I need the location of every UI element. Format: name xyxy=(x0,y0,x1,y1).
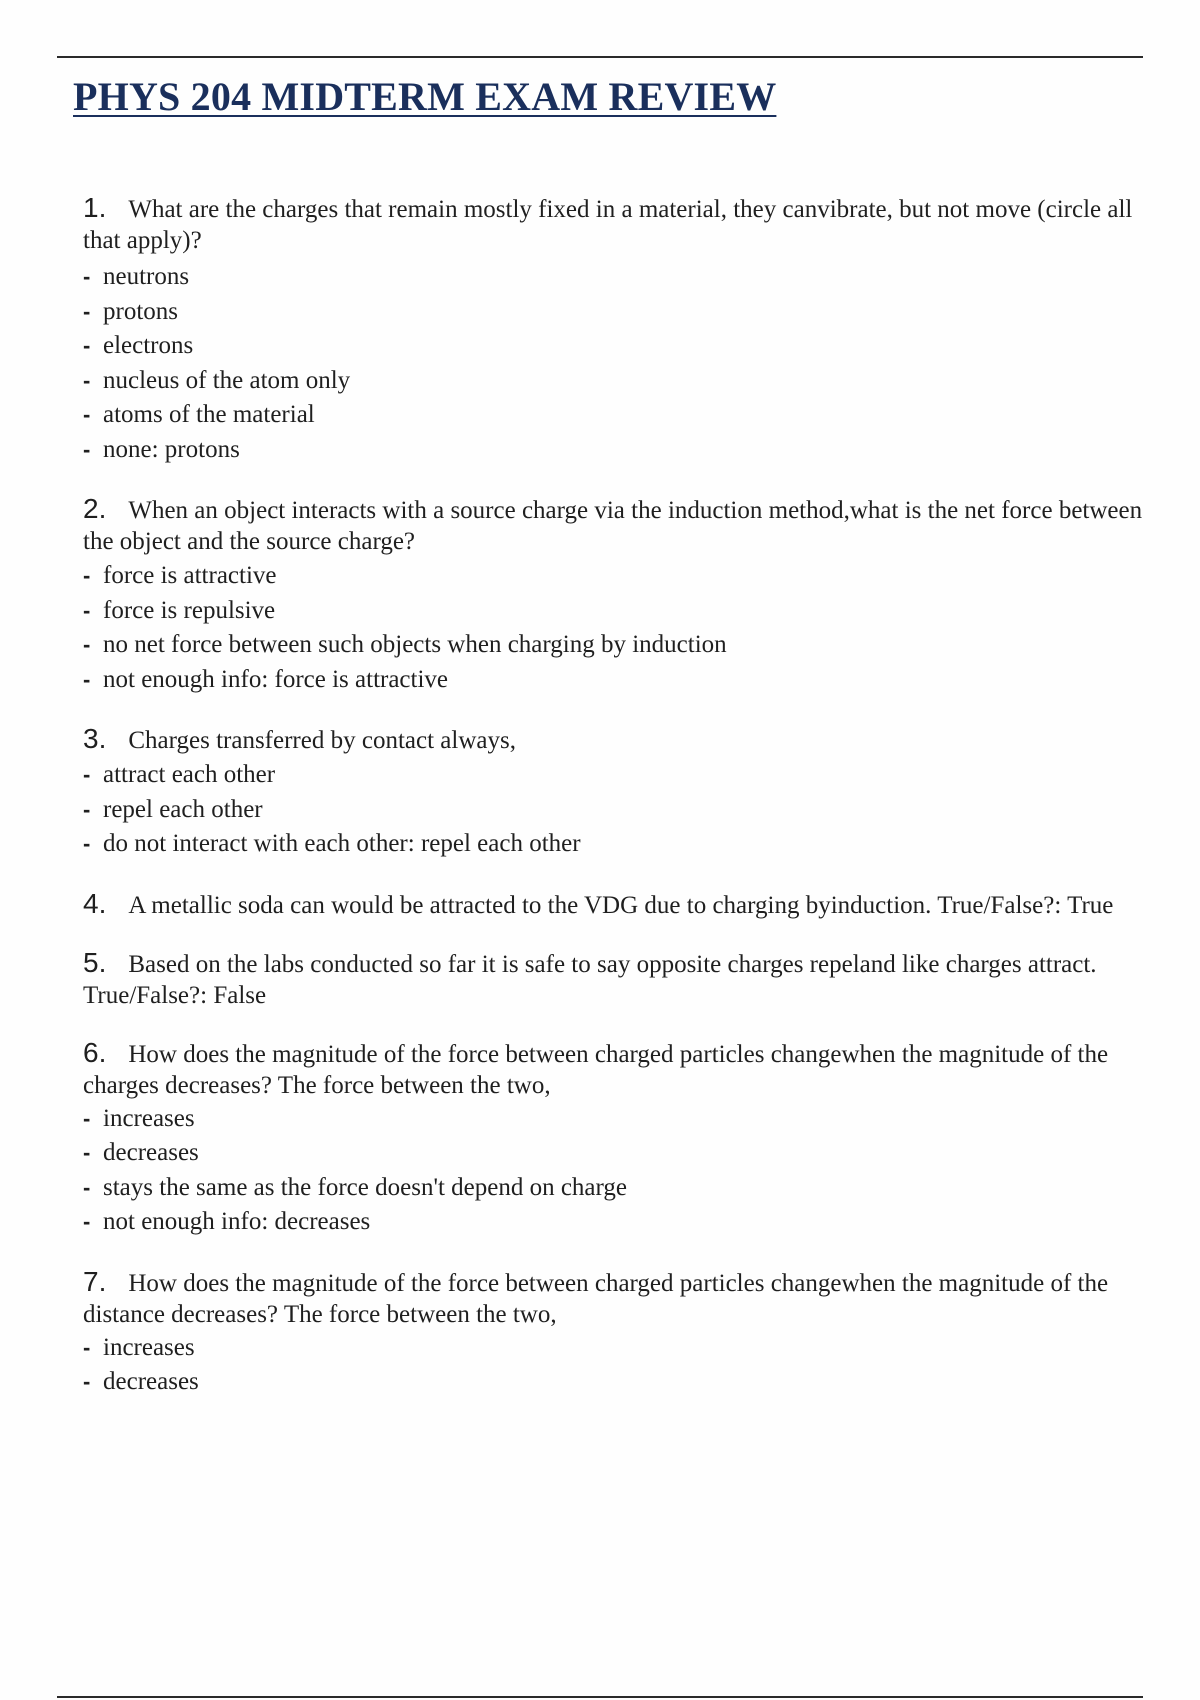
option-text: not enough info: decreases xyxy=(103,1208,371,1235)
option-item xyxy=(83,827,1163,862)
option-text: decreases xyxy=(103,1139,199,1166)
option-text: atoms of the material xyxy=(103,401,315,428)
option-text: attract each other xyxy=(103,761,276,788)
option-item xyxy=(83,1171,1163,1206)
option-item xyxy=(83,663,1163,698)
option-list xyxy=(83,1102,1163,1240)
dash-bullet-icon: - xyxy=(83,666,91,692)
question-number: 5. xyxy=(83,946,107,978)
option-text: electrons xyxy=(103,332,194,359)
question-number: 1. xyxy=(83,192,107,223)
option-text: no net force between such objects when charging by induction xyxy=(103,631,727,658)
question-3 xyxy=(83,723,1163,862)
dash-bullet-icon: - xyxy=(83,762,91,787)
option-text: not enough info: force is attractive xyxy=(103,665,449,693)
question-text: How does the magnitude of the force between charged particles changewhen the magnitude of the charges decreases? The force between the two, xyxy=(83,1040,1109,1099)
option-item xyxy=(83,433,1163,468)
question-1 xyxy=(83,192,1163,467)
question-stem xyxy=(83,493,1163,557)
question-text: Based on the labs conducted so far it is safe to say opposite charges repeland like charges attract. True/False?: False xyxy=(83,950,1097,1009)
question-list xyxy=(83,192,1163,1400)
question-2 xyxy=(83,493,1163,697)
dash-bullet-icon: - xyxy=(83,1105,91,1131)
option-text: do not interact with each other: repel each other xyxy=(103,830,581,857)
dash-bullet-icon: - xyxy=(83,1174,91,1200)
page-title: PHYS 204 MIDTERM EXAM REVIEW xyxy=(73,74,777,119)
dash-bullet-icon: - xyxy=(83,1209,91,1234)
dash-bullet-icon: - xyxy=(83,796,91,822)
question-4 xyxy=(83,888,1163,921)
option-item xyxy=(83,793,1163,828)
option-item xyxy=(83,295,1163,330)
option-item xyxy=(83,559,1163,594)
question-stem xyxy=(83,1266,1163,1330)
question-stem xyxy=(83,723,1163,756)
question-text: A metallic soda can would be attracted to the VDG due to charging byinduction. True/False?: True xyxy=(128,891,1114,919)
option-item xyxy=(83,758,1163,793)
dash-bullet-icon: - xyxy=(83,333,91,358)
option-list xyxy=(83,260,1163,467)
option-item xyxy=(83,628,1163,663)
option-text: increases xyxy=(103,1333,195,1361)
question-number: 7. xyxy=(83,1265,107,1297)
question-stem xyxy=(83,192,1163,256)
question-number: 4. xyxy=(83,887,107,919)
question-number: 3. xyxy=(83,723,107,754)
top-rule xyxy=(57,56,1143,58)
option-text: increases xyxy=(103,1104,195,1132)
question-text: When an object interacts with a source charge via the induction method,what is the net force between the object and the source charge? xyxy=(83,497,1143,555)
option-item xyxy=(83,1331,1163,1366)
option-list xyxy=(83,559,1163,697)
option-list xyxy=(83,758,1163,862)
question-text: How does the magnitude of the force between charged particles changewhen the magnitude of the distance decreases? The force between the two, xyxy=(83,1269,1109,1328)
dash-bullet-icon: - xyxy=(83,1334,91,1360)
dash-bullet-icon: - xyxy=(83,402,91,427)
question-text: Charges transferred by contact always, xyxy=(128,727,516,754)
dash-bullet-icon: - xyxy=(83,597,91,623)
dash-bullet-icon: - xyxy=(83,264,91,289)
option-item xyxy=(83,1102,1163,1137)
option-text: nucleus of the atom only xyxy=(103,366,351,394)
option-item xyxy=(83,1136,1163,1171)
option-text: protons xyxy=(103,297,178,325)
dash-bullet-icon: - xyxy=(83,367,91,393)
option-item xyxy=(83,594,1163,629)
question-stem xyxy=(83,1037,1163,1101)
dash-bullet-icon: - xyxy=(83,563,91,588)
question-number: 2. xyxy=(83,493,107,524)
question-number: 6. xyxy=(83,1036,107,1068)
option-item xyxy=(83,329,1163,364)
dash-bullet-icon: - xyxy=(83,436,91,462)
dash-bullet-icon: - xyxy=(83,632,91,657)
dash-bullet-icon: - xyxy=(83,1369,91,1394)
option-text: force is repulsive xyxy=(103,596,276,624)
dash-bullet-icon: - xyxy=(83,831,91,856)
dash-bullet-icon: - xyxy=(83,298,91,324)
bottom-rule xyxy=(57,1696,1143,1698)
option-item xyxy=(83,260,1163,295)
option-text: none: protons xyxy=(103,435,240,463)
dash-bullet-icon: - xyxy=(83,1140,91,1165)
question-7 xyxy=(83,1266,1163,1400)
option-item xyxy=(83,1205,1163,1240)
option-text: stays the same as the force doesn't depend on charge xyxy=(103,1173,627,1201)
option-text: neutrons xyxy=(103,263,190,290)
option-text: decreases xyxy=(103,1368,199,1395)
option-text: repel each other xyxy=(103,795,263,823)
question-text: What are the charges that remain mostly fixed in a material, they canvibrate, but not move (circle all that apply)? xyxy=(83,196,1133,254)
option-item xyxy=(83,398,1163,433)
option-item xyxy=(83,1365,1163,1400)
question-6 xyxy=(83,1037,1163,1240)
option-text: force is attractive xyxy=(103,562,277,589)
question-stem xyxy=(83,947,1163,1011)
option-item xyxy=(83,364,1163,399)
option-list xyxy=(83,1331,1163,1400)
question-5 xyxy=(83,947,1163,1011)
question-stem xyxy=(83,888,1163,921)
